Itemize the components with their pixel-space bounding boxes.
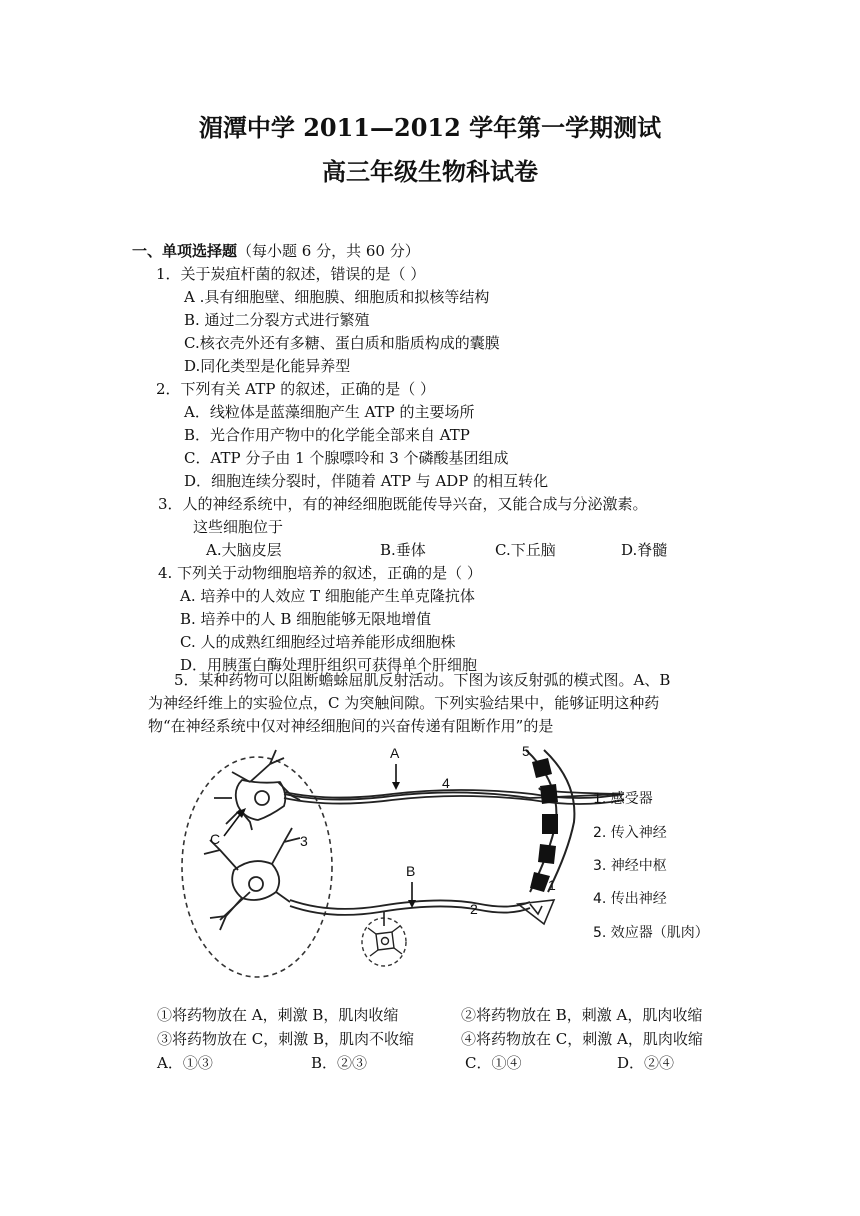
neural-center-ellipse: [182, 757, 332, 977]
question-2-option-c: C．ATP 分子由 1 个腺嘌呤和 3 个磷酸基团组成: [184, 449, 509, 467]
upper-neuron: [214, 750, 620, 830]
effector-muscle: [526, 750, 574, 892]
question-5-choice-3: ③将药物放在 C，刺激 B，肌肉不收缩: [157, 1030, 415, 1048]
legend-effector: 5. 效应器（肌肉）: [593, 925, 709, 941]
question-4-stem: 4. 下列关于动物细胞培养的叙述，正确的是（ ）: [158, 564, 482, 582]
exam-title: 湄潭中学 2011—2012 学年第一学期测试: [198, 113, 662, 142]
question-4-option-a: A. 培养中的人效应 T 细胞能产生单克隆抗体: [180, 587, 475, 605]
question-1-option-c: C.核衣壳外还有多糖、蛋白质和脂质构成的囊膜: [184, 334, 500, 352]
question-4-option-b: B. 培养中的人 B 细胞能够无限地增值: [180, 610, 432, 628]
reflex-arc-figure: [180, 742, 740, 982]
label-b: B: [406, 863, 416, 879]
question-5-choice-2: ②将药物放在 B，刺激 A，肌肉收缩: [461, 1006, 703, 1024]
question-5-stem: 5．某种药物可以阻断蟾蜍屈肌反射活动。下图为该反射弧的模式图。A、B: [174, 671, 671, 689]
question-1-option-d: D.同化类型是化能异养型: [184, 357, 351, 375]
question-5-option-c: C．①④: [465, 1054, 522, 1072]
question-5-stem-line2: 为神经纤维上的实验位点，C 为突触间隙。下列实验结果中，能够证明这种药: [148, 694, 660, 712]
question-3-option-c: C.下丘脑: [495, 541, 556, 559]
question-5-option-b: B．②③: [311, 1054, 368, 1072]
question-4-option-c: C. 人的成熟红细胞经过培养能形成细胞株: [180, 633, 456, 651]
question-3-option-d: D.脊髓: [621, 541, 668, 559]
question-5-option-a: A．①③: [157, 1054, 213, 1072]
question-2-option-a: A．线粒体是蓝藻细胞产生 ATP 的主要场所: [184, 403, 475, 421]
question-2-option-b: B．光合作用产物中的化学能全部来自 ATP: [184, 426, 470, 444]
legend-afferent: 2. 传入神经: [593, 825, 667, 841]
question-3-stem: 3．人的神经系统中，有的神经细胞既能传导兴奋，又能合成与分泌激素。: [158, 495, 648, 513]
label-3: 3: [300, 833, 308, 849]
question-1-stem: 1．关于炭疽杆菌的叙述，错误的是（ ）: [156, 265, 426, 283]
question-5-choice-4: ④将药物放在 C，刺激 A，肌肉收缩: [461, 1030, 703, 1048]
question-5-option-d: D．②④: [617, 1054, 675, 1072]
question-1-option-a: A .具有细胞壁、细胞膜、细胞质和拟核等结构: [184, 288, 490, 306]
ganglion-cell: [368, 926, 402, 956]
question-1-option-b: B. 通过二分裂方式进行繁殖: [184, 311, 370, 329]
exam-subtitle: 高三年级生物科试卷: [322, 157, 538, 186]
label-4: 4: [442, 775, 450, 791]
label-2: 2: [470, 901, 478, 917]
question-2-option-d: D．细胞连续分裂时，伴随着 ATP 与 ADP 的相互转化: [184, 472, 549, 490]
label-a: A: [390, 745, 400, 761]
section-title: 一、单项选择题: [132, 242, 238, 260]
question-3-option-a: A.大脑皮层: [206, 541, 282, 559]
section-heading: [132, 241, 420, 261]
section-note: （每小题 6 分，共 60 分）: [237, 242, 420, 260]
legend-receptor: 1. 感受器: [593, 791, 653, 807]
label-c: C: [210, 831, 221, 847]
legend-efferent: 4. 传出神经: [593, 891, 667, 907]
question-4-option-d: D．用胰蛋白酶处理肝组织可获得单个肝细胞: [180, 656, 478, 674]
question-5-choice-1: ①将药物放在 A，刺激 B，肌肉收缩: [157, 1006, 399, 1024]
legend-center: 3. 神经中枢: [593, 858, 667, 874]
receptor: [518, 900, 554, 924]
question-5-stem-line3: 物“在神经系统中仅对神经细胞间的兴奋传递有阻断作用”的是: [148, 717, 554, 735]
question-3-stem-cont: 这些细胞位于: [193, 518, 284, 536]
label-1: 1: [548, 877, 556, 893]
label-5: 5: [522, 743, 530, 759]
question-3-option-b: B.垂体: [380, 541, 426, 559]
question-2-stem: 2．下列有关 ATP 的叙述，正确的是（ ）: [156, 380, 435, 398]
